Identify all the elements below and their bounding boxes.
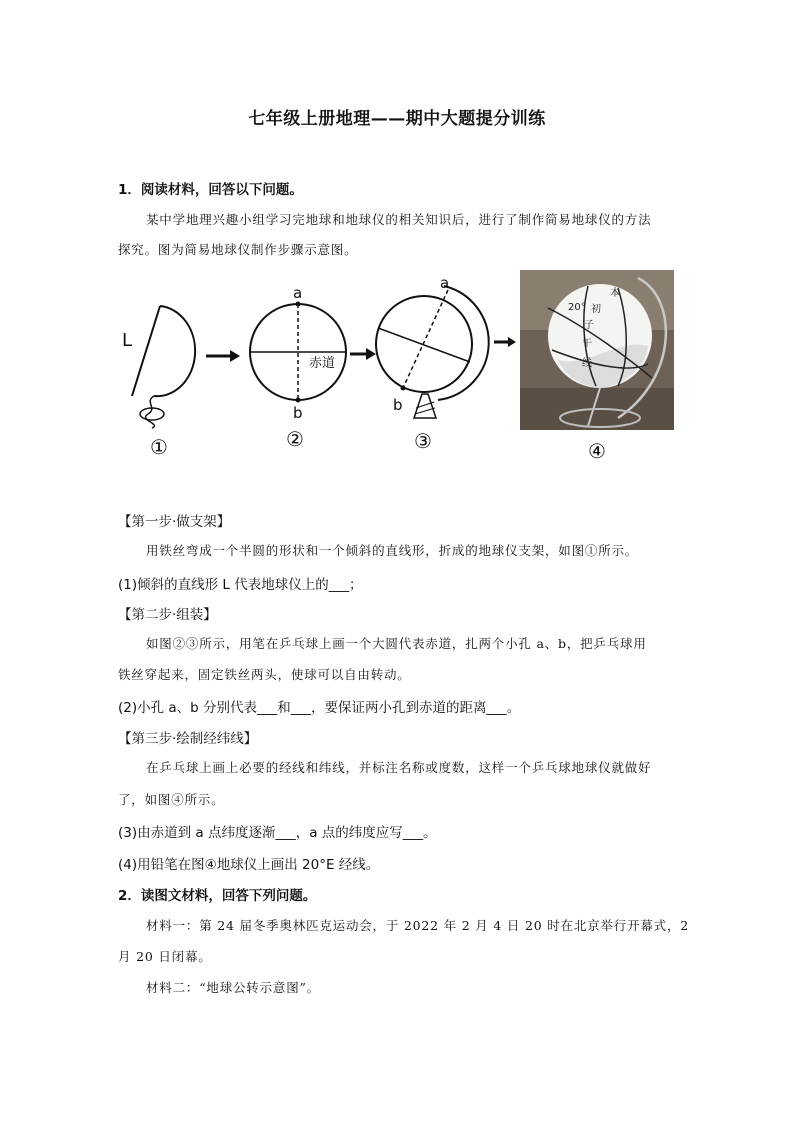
step-2-text-line-1: 如图②③所示，用笔在乒乓球上画一个大圆代表赤道，扎两个小孔 a、b，把乒乓球用	[146, 636, 647, 651]
step-3-text-line-1: 在乒乓球上画上必要的经线和纬线，并标注名称或度数，这样一个乒乓球地球仪就做好	[146, 760, 652, 775]
sub-question-2: (2)小孔 a、b 分别代表___和___，要保证两小孔到赤道的距离___。	[118, 700, 521, 716]
step-1-title: 【第一步·做支架】	[118, 514, 231, 530]
step-2-title: 【第二步·组装】	[118, 607, 217, 623]
step-1-number: ①	[150, 435, 168, 459]
question-1-intro-line-2: 探究。图为简易地球仪制作步骤示意图。	[118, 242, 358, 257]
material-1-line-1: 材料一：第 24 届冬季奥林匹克运动会，于 2022 年 2 月 4 日 20 时在北京举行开幕式，2	[146, 918, 690, 933]
photo-label-wu: 午	[582, 338, 592, 349]
sub-question-3: (3)由赤道到 a 点纬度逐渐___，a 点的纬度应写___。	[118, 825, 437, 841]
arrow-1	[206, 350, 240, 362]
label-L: L	[122, 330, 133, 351]
photo-label-20-degrees: 20°	[568, 302, 586, 313]
label-equator: 赤道	[309, 356, 336, 371]
step-4-number: ④	[588, 439, 606, 463]
material-1-line-2: 月 20 日闭幕。	[118, 949, 212, 964]
step-1-bracket	[122, 306, 195, 459]
label-a-step-2: a	[293, 284, 303, 302]
label-b-step-3: b	[393, 396, 403, 414]
step-2-text-line-2: 铁丝穿起来，固定铁丝两头，使球可以自由转动。	[118, 667, 411, 682]
sub-question-1: (1)倾斜的直线形 L 代表地球仪上的___；	[118, 577, 363, 593]
photo-label-ben: 本	[610, 288, 620, 299]
step-2-number: ②	[286, 427, 304, 451]
sub-question-4: (4)用铅笔在图④地球仪上画出 20°E 经线。	[118, 857, 380, 873]
material-2: 材料二：“地球公转示意图”。	[146, 980, 320, 995]
step-3-title: 【第三步·绘制经纬线】	[118, 731, 258, 747]
step-1-text: 用铁丝弯成一个半圆的形状和一个倾斜的直线形，折成的地球仪支架，如图①所示。	[146, 543, 639, 558]
photo-label-chu: 初	[591, 304, 601, 315]
label-b-step-2: b	[293, 404, 303, 422]
globe-making-figure	[118, 268, 678, 468]
label-a-step-3: a	[440, 274, 450, 292]
arrow-2	[350, 348, 376, 360]
photo-label-zi: 子	[584, 320, 594, 331]
arrow-3	[494, 337, 516, 347]
question-1-heading: 1．阅读材料，回答以下问题。	[118, 182, 303, 198]
step-3-globe	[376, 274, 489, 453]
question-1-intro-line-1: 某中学地理兴趣小组学习完地球和地球仪的相关知识后，进行了制作简易地球仪的方法	[146, 212, 652, 227]
step-2-globe	[250, 284, 346, 451]
page-title: 七年级上册地理——期中大题提分训练	[248, 109, 546, 129]
step-3-number: ③	[414, 429, 432, 453]
question-2-heading: 2．读图文材料，回答下列问题。	[118, 888, 317, 904]
step-4-photo	[520, 270, 674, 463]
step-3-text-line-2: 了，如图④所示。	[118, 792, 225, 807]
photo-label-xian: 线	[582, 358, 592, 369]
